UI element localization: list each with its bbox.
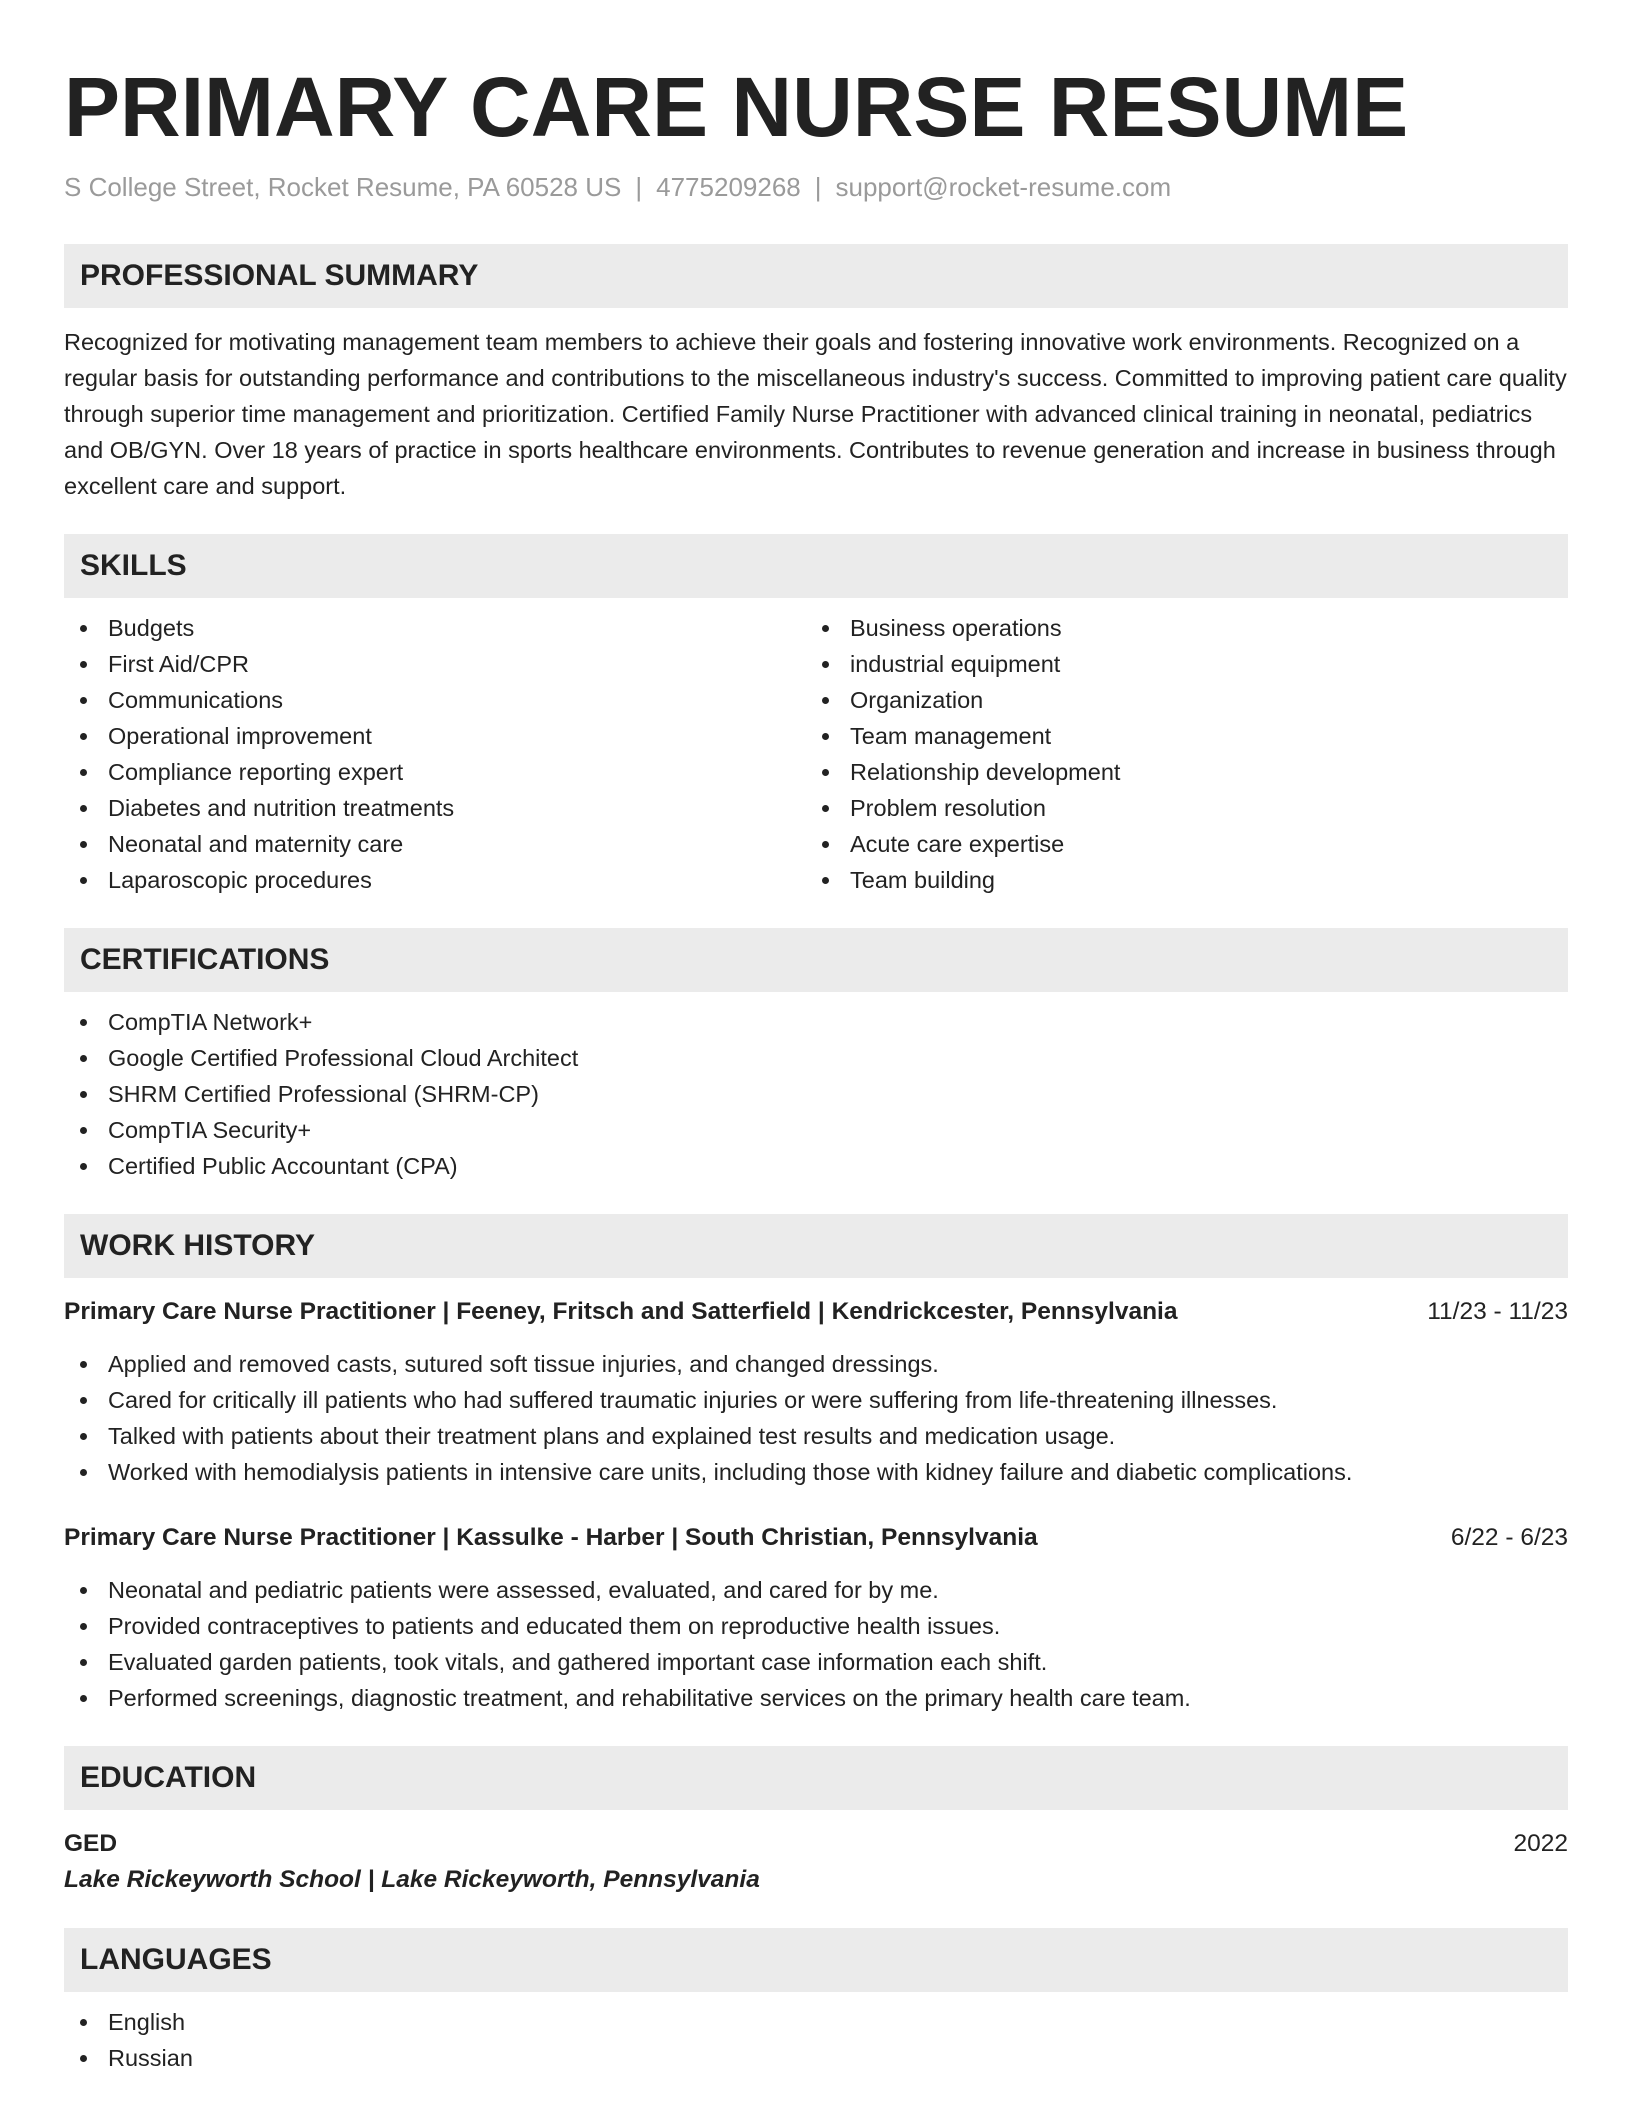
education-school: Lake Rickeyworth School | Lake Rickeyworth, Pennsylvania: [64, 1866, 760, 1893]
job-duty-item: Talked with patients about their treatment plans and explained test results and medication usage.: [64, 1418, 1568, 1454]
skill-item: Relationship development: [806, 754, 1548, 790]
skills-heading: SKILLS: [64, 534, 1568, 598]
skill-item: Organization: [806, 682, 1548, 718]
job-entry: [64, 1520, 1568, 1716]
job-duties: [64, 1572, 1568, 1716]
skill-item: Business operations: [806, 610, 1548, 646]
skill-item: Laparoscopic procedures: [64, 862, 806, 898]
skill-item: Diabetes and nutrition treatments: [64, 790, 806, 826]
education-heading: EDUCATION: [64, 1746, 1568, 1810]
certifications-list: [64, 1004, 1568, 1184]
job-duty-item: Worked with hemodialysis patients in intensive care units, including those with kidney failure and diabetic complications.: [64, 1454, 1568, 1490]
contact-line: [64, 170, 1568, 204]
skill-item: Problem resolution: [806, 790, 1548, 826]
summary-text: Recognized for motivating management team members to achieve their goals and fostering innovative work environments. Recognized on a regular basis for outstanding performance and contributions to the miscellaneous industry's success. Committed to improving patient care quality through superior time management and prioritization. Certified Family Nurse Practitioner with advanced clinical training in neonatal, pediatrics and OB/GYN. Over 18 years of practice in sports healthcare environments. Contributes to revenue generation and increase in business through excellent care and support.: [64, 329, 1567, 499]
job-duty-item: Applied and removed casts, sutured soft tissue injuries, and changed dressings.: [64, 1346, 1568, 1382]
skill-item: Budgets: [64, 610, 806, 646]
languages-list: [64, 2004, 1568, 2076]
language-item: Russian: [64, 2040, 1568, 2076]
job-dates: 11/23 - 11/23: [1427, 1298, 1568, 1325]
certification-item: CompTIA Security+: [64, 1112, 1568, 1148]
skill-item: industrial equipment: [806, 646, 1548, 682]
job-title: Primary Care Nurse Practitioner | Feeney, Fritsch and Satterfield | Kendrickcester, Pennsylvania: [64, 1298, 1178, 1325]
skill-item: Neonatal and maternity care: [64, 826, 806, 862]
skills-column-left: [64, 610, 806, 898]
resume-title: PRIMARY CARE NURSE RESUME: [64, 60, 1409, 154]
skill-item: Team building: [806, 862, 1548, 898]
education-degree: GED: [64, 1830, 118, 1857]
skill-item: Communications: [64, 682, 806, 718]
education-entry: [64, 1826, 1568, 1898]
languages-heading: LANGUAGES: [64, 1928, 1568, 1992]
education-year: 2022: [1513, 1830, 1568, 1857]
certification-item: SHRM Certified Professional (SHRM-CP): [64, 1076, 1568, 1112]
skill-item: Compliance reporting expert: [64, 754, 806, 790]
job-duty-item: Performed screenings, diagnostic treatment, and rehabilitative services on the primary health care team.: [64, 1680, 1568, 1716]
contact-email: support@rocket-resume.com: [835, 172, 1172, 202]
job-dates: 6/22 - 6/23: [1450, 1524, 1568, 1551]
skills-list: [64, 610, 1568, 898]
certification-item: CompTIA Network+: [64, 1004, 1568, 1040]
contact-address: S College Street, Rocket Resume, PA 60528 US: [64, 172, 622, 202]
skill-item: Operational improvement: [64, 718, 806, 754]
skill-item: Team management: [806, 718, 1548, 754]
certifications-heading: CERTIFICATIONS: [64, 928, 1568, 992]
job-duty-item: Evaluated garden patients, took vitals, and gathered important case information each shift.: [64, 1644, 1568, 1680]
skill-item: Acute care expertise: [806, 826, 1548, 862]
work-history-heading: WORK HISTORY: [64, 1214, 1568, 1278]
job-header: [64, 1294, 1568, 1330]
job-duty-item: Provided contraceptives to patients and educated them on reproductive health issues.: [64, 1608, 1568, 1644]
job-title: Primary Care Nurse Practitioner | Kassulke - Harber | South Christian, Pennsylvania: [64, 1524, 1038, 1551]
job-duty-item: Cared for critically ill patients who had suffered traumatic injuries or were suffering from life-threatening illnesses.: [64, 1382, 1568, 1418]
job-duties: [64, 1346, 1568, 1490]
job-header: [64, 1520, 1568, 1556]
skill-item: First Aid/CPR: [64, 646, 806, 682]
education-header: [64, 1826, 1568, 1862]
contact-separator: |: [814, 172, 822, 202]
contact-phone: 4775209268: [656, 172, 801, 202]
certification-item: Certified Public Accountant (CPA): [64, 1148, 1568, 1184]
language-item: English: [64, 2004, 1568, 2040]
contact-separator: |: [635, 172, 643, 202]
summary-heading: PROFESSIONAL SUMMARY: [64, 244, 1568, 308]
skills-column-right: [806, 610, 1548, 898]
job-entry: [64, 1294, 1568, 1490]
job-duty-item: Neonatal and pediatric patients were assessed, evaluated, and cared for by me.: [64, 1572, 1568, 1608]
certification-item: Google Certified Professional Cloud Architect: [64, 1040, 1568, 1076]
